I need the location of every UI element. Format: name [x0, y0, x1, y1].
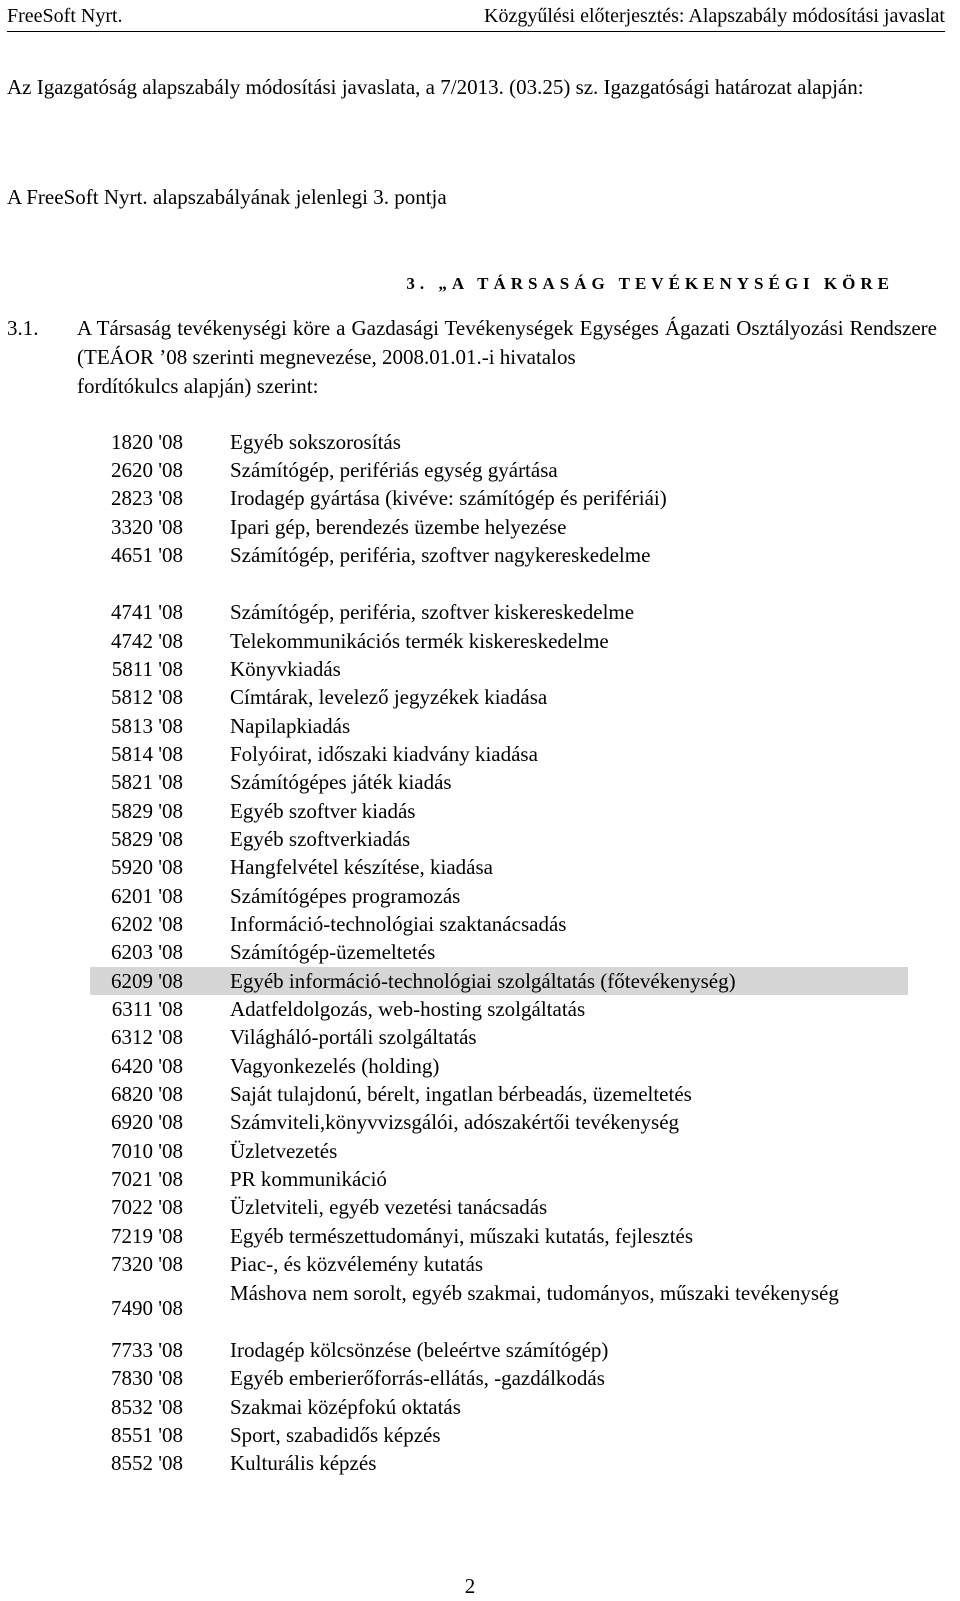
- activity-code: 1820 '08: [110, 430, 183, 454]
- activity-row: [90, 768, 908, 796]
- activity-row: [90, 683, 908, 711]
- activity-code: 8551 '08: [110, 1423, 183, 1447]
- activity-row: [90, 456, 908, 484]
- activity-description: Adatfeldolgozás, web-hosting szolgáltatás: [230, 997, 586, 1021]
- activity-description: Egyéb sokszorosítás: [230, 430, 401, 454]
- activity-code: 7733 '08: [110, 1338, 183, 1362]
- activity-row: [90, 740, 908, 768]
- activity-description: Máshova nem sorolt, egyéb szakmai, tudományos, műszaki tevékenység: [230, 1281, 839, 1305]
- activity-code: 2620 '08: [110, 458, 183, 482]
- activity-code: 4741 '08: [110, 600, 183, 624]
- activity-code: 5812 '08: [110, 685, 183, 709]
- activity-code: 8552 '08: [110, 1451, 183, 1475]
- activity-description: Piac-, és közvélemény kutatás: [230, 1252, 484, 1276]
- activity-code: 6820 '08: [110, 1082, 183, 1106]
- activity-row: [90, 1364, 908, 1392]
- activity-code: 6203 '08: [110, 940, 183, 964]
- activity-row: [90, 967, 908, 995]
- activity-description: Üzletviteli, egyéb vezetési tanácsadás: [230, 1195, 548, 1219]
- activity-description: Címtárak, levelező jegyzékek kiadása: [230, 685, 548, 709]
- activity-row: [90, 712, 908, 740]
- activity-description: Irodagép gyártása (kivéve: számítógép és perifériái): [230, 486, 667, 510]
- activity-code: 6312 '08: [110, 1025, 183, 1049]
- page-header: [7, 2, 945, 32]
- activity-row: [90, 938, 908, 966]
- activity-code: 7490 '08: [110, 1296, 183, 1320]
- activity-code: 4742 '08: [110, 629, 183, 653]
- activity-code: 5813 '08: [110, 714, 183, 738]
- activity-code: 5920 '08: [110, 855, 183, 879]
- activity-description: Számítógépes programozás: [230, 884, 461, 908]
- section-text-body: A Társaság tevékenységi köre a Gazdasági Tevékenységek Egységes Ágazati Osztályozási Rendszere (TEÁOR ’08 szerinti megnevezése, 2008.01.01.-i hivatalos: [77, 316, 937, 369]
- activity-description: Sport, szabadidős képzés: [230, 1423, 441, 1447]
- activity-row: [90, 1108, 908, 1136]
- activity-code: 3320 '08: [110, 515, 183, 539]
- activity-description: Ipari gép, berendezés üzembe helyezése: [230, 515, 567, 539]
- activity-description: Napilapkiadás: [230, 714, 351, 738]
- activity-row: [90, 598, 908, 626]
- activity-description: Egyéb természettudományi, műszaki kutatás, fejlesztés: [230, 1224, 694, 1248]
- activity-row: [90, 910, 908, 938]
- activity-row: [90, 797, 908, 825]
- activity-code: 7021 '08: [110, 1167, 183, 1191]
- activity-description: Kulturális képzés: [230, 1451, 377, 1475]
- activity-row: [90, 1193, 908, 1221]
- activity-description: Üzletvezetés: [230, 1139, 338, 1163]
- activity-code: 6201 '08: [110, 884, 183, 908]
- activity-row: [90, 1279, 908, 1337]
- activity-description: Egyéb információ-technológiai szolgáltatás (főtevékenység): [230, 969, 736, 993]
- activity-code: 7320 '08: [110, 1252, 183, 1276]
- activity-code: 5829 '08: [110, 827, 183, 851]
- activity-code: 8532 '08: [110, 1395, 183, 1419]
- section-title: 3. „A TÁRSASÁG TEVÉKENYSÉGI KÖRE: [406, 274, 894, 293]
- activity-row: [90, 853, 908, 881]
- activity-description: PR kommunikáció: [230, 1167, 387, 1191]
- activity-code: 7022 '08: [110, 1195, 183, 1219]
- activity-row: [90, 1393, 908, 1421]
- activity-row: [90, 1250, 908, 1278]
- activity-row: [90, 1023, 908, 1051]
- activity-code: 5821 '08: [110, 770, 183, 794]
- activity-row: [90, 627, 908, 655]
- activity-description: Egyéb szoftver kiadás: [230, 799, 416, 823]
- section-number: 3.1.: [7, 316, 39, 340]
- activity-description: Folyóirat, időszaki kiadvány kiadása: [230, 742, 538, 766]
- activity-description: Szakmai középfokú oktatás: [230, 1395, 461, 1419]
- activity-row: [90, 428, 908, 456]
- activity-code: 2823 '08: [110, 486, 183, 510]
- intro-paragraph: Az Igazgatóság alapszabály módosítási javaslata, a 7/2013. (03.25) sz. Igazgatósági határozat alapján:: [7, 75, 864, 99]
- activity-row: [90, 1052, 908, 1080]
- activity-description: Saját tulajdonú, bérelt, ingatlan bérbeadás, üzemeltetés: [230, 1082, 692, 1106]
- activity-row: [90, 1449, 908, 1477]
- activity-code: 7830 '08: [110, 1366, 183, 1390]
- activity-description: Információ-technológiai szaktanácsadás: [230, 912, 567, 936]
- activity-row: [90, 995, 908, 1023]
- section-text: [77, 314, 937, 401]
- activity-code: 6209 '08: [110, 969, 183, 993]
- activity-description: Számítógép-üzemeltetés: [230, 940, 436, 964]
- activity-row: [90, 655, 908, 683]
- activity-description: Telekommunikációs termék kiskereskedelme: [230, 629, 609, 653]
- activity-description: Egyéb szoftverkiadás: [230, 827, 411, 851]
- activity-code: 6920 '08: [110, 1110, 183, 1134]
- activity-description: Számviteli,könyvvizsgálói, adószakértői tevékenység: [230, 1110, 680, 1134]
- activity-row: [90, 541, 908, 569]
- activity-description: Világháló-portáli szolgáltatás: [230, 1025, 477, 1049]
- activity-description: Számítógép, periféria, szoftver nagykereskedelme: [230, 543, 651, 567]
- activity-code: 5811 '08: [111, 657, 183, 681]
- activity-description: Könyvkiadás: [230, 657, 341, 681]
- activity-row: [90, 1080, 908, 1108]
- activity-description: Számítógép, perifériás egység gyártása: [230, 458, 558, 482]
- activity-row: [90, 513, 908, 541]
- activity-description: Számítógépes játék kiadás: [230, 770, 452, 794]
- activity-description: Irodagép kölcsönzése (beleértve számítógép): [230, 1338, 609, 1362]
- activity-description: Számítógép, periféria, szoftver kiskereskedelme: [230, 600, 635, 624]
- page-number: 2: [464, 1574, 476, 1598]
- activity-code: 4651 '08: [110, 543, 183, 567]
- activity-row: [90, 882, 908, 910]
- activity-code: 6420 '08: [110, 1054, 183, 1078]
- activity-code: 5814 '08: [110, 742, 183, 766]
- activity-row: [90, 484, 908, 512]
- header-document-title: Közgyűlési előterjesztés: Alapszabály módosítási javaslat: [484, 5, 945, 27]
- header-rule: [7, 31, 945, 32]
- activity-code: 6311 '08: [111, 997, 183, 1021]
- activity-row: [90, 1222, 908, 1250]
- current-clause-line: A FreeSoft Nyrt. alapszabályának jelenlegi 3. pontja: [7, 185, 447, 209]
- activity-row: [90, 1336, 908, 1364]
- activity-description: Hangfelvétel készítése, kiadása: [230, 855, 493, 879]
- header-company: FreeSoft Nyrt.: [7, 5, 123, 27]
- activity-description: Egyéb emberierőforrás-ellátás, -gazdálkodás: [230, 1366, 605, 1390]
- activity-row: [90, 1421, 908, 1449]
- activity-row: [90, 1165, 908, 1193]
- section-text-last-line: fordítókulcs alapján) szerint:: [77, 374, 319, 398]
- activity-code: 7219 '08: [110, 1224, 183, 1248]
- activity-code: 6202 '08: [110, 912, 183, 936]
- activity-code: 5829 '08: [110, 799, 183, 823]
- activity-row: [90, 1137, 908, 1165]
- activity-code: 7010 '08: [110, 1139, 183, 1163]
- activity-description: Vagyonkezelés (holding): [230, 1054, 440, 1078]
- activity-row: [90, 825, 908, 853]
